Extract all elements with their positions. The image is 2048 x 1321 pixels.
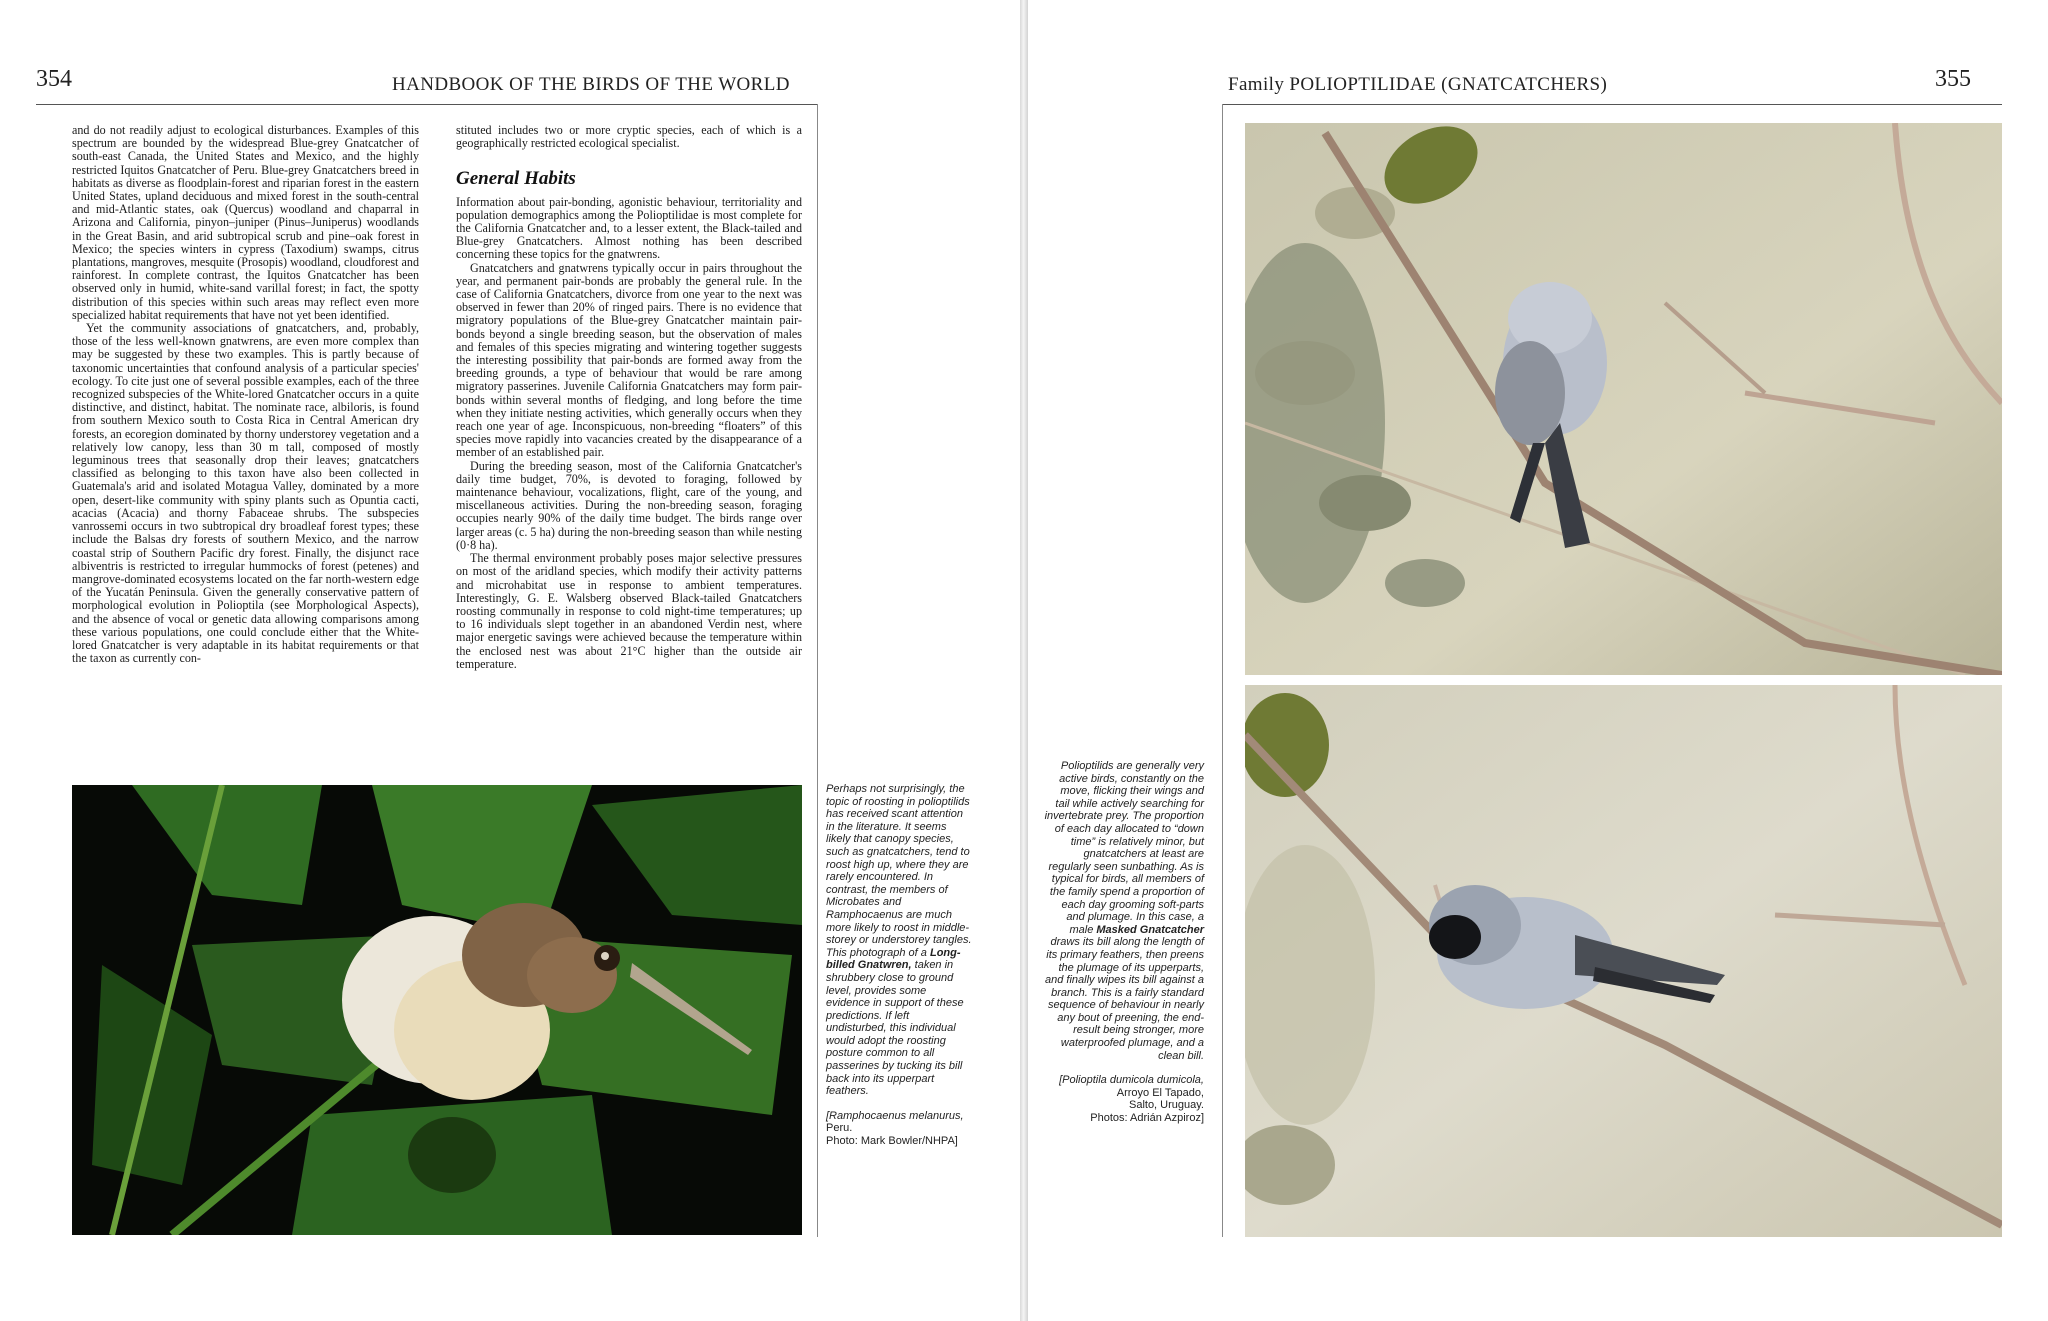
caption-text: draws its bill along the length of its primary feathers, then preens the plumage of its upperparts, and finally wipes its bill against a branch. This is a fairly standard sequence of behaviour in nearly any bout of preening, the end-result being stronger, more waterproofed plumage, and a clean bill.: [1045, 936, 1204, 1062]
right-page: [1028, 0, 2048, 1321]
credit-location: Arroyo El Tapado,: [1116, 1086, 1204, 1099]
paragraph: Information about pair-bonding, agonistic behaviour, territoriality and population demographics among the Polioptilidae is most complete for the California Gnatcatcher and, to a lesser extent, the Black-tailed and Blue-grey Gnatcatchers. Almost nothing has been described concerning these topics for the gnatwrens.: [456, 194, 802, 262]
gnatcatcher-photo-top: [1245, 123, 2002, 675]
text-column-1: [72, 124, 419, 665]
caption-text: Polioptilids are generally very active birds, constantly on the move, flicking their wings and tail while actively searching for invertebrate prey. The proportion of each day allocated to “down time” is relatively minor, but gnatcatchers at least are regularly seen sunbathing. As is typical for birds, all members of the family spend a proportion of each day grooming soft-parts and plumage. In this case, a male: [1044, 760, 1204, 936]
running-head: HANDBOOK OF THE BIRDS OF THE WORLD: [392, 74, 790, 95]
running-head: Family POLIOPTILIDAE (GNATCATCHERS): [1228, 74, 1608, 95]
photo-credit: [826, 1110, 972, 1148]
caption-text: taken in shrubbery close to ground level, provides some evidence in support of these predictions. If left undisturbed, this individual would adopt the roosting posture common to all passerines by tucking its bill back into its upperpart feathers.: [826, 959, 964, 1098]
gnatcatcher-photo-bottom: [1245, 685, 2002, 1237]
section-heading: General Habits: [456, 168, 576, 190]
column-rule: [1222, 104, 1223, 1237]
book-gutter: [1020, 0, 1028, 1321]
text-column-2: [456, 124, 802, 671]
photo-caption-left: [826, 783, 972, 1148]
credit-photographer: Photos: Adrián Azpiroz]: [1090, 1112, 1204, 1125]
caption-species-highlight: Long-billed Gnatwren,: [826, 946, 961, 972]
column-rule: [817, 104, 818, 1237]
credit-location: Peru.: [826, 1122, 853, 1135]
caption-species-highlight: Masked Gnatcatcher: [1096, 923, 1204, 936]
paragraph: During the breeding season, most of the California Gnatcatcher's daily time budget, 70%, is devoted to foraging, followed by maintenance behaviour, vocalizations, flight, care of the young, and miscellaneous activities. During the non-breeding season, foraging occupies nearly 90% of the daily time budget. The birds range over larger areas (c. 5 ha) during the non-breeding season than while nesting (0·8 ha).: [456, 458, 802, 552]
credit-species: [Ramphocaenus melanurus,: [826, 1109, 964, 1122]
paragraph: stituted includes two or more cryptic species, each of which is a geographically restricted ecological specialist.: [456, 123, 802, 151]
left-page: [0, 0, 1020, 1321]
paragraph: The thermal environment probably poses major selective pressures on most of the aridland species, which modify their activity patterns and microhabitat use in response to ambient temperatures. Interestingly, G. E. Walsberg observed Black-tailed Gnatcatchers roosting communally in response to cold night-time temperatures; up to 16 individuals slept together in an abandoned Verdin nest, where major energetic savings were achieved because the temperature within the enclosed nest was about 21°C higher than the outside air temperature.: [456, 551, 802, 671]
photo-credit: [1044, 1074, 1204, 1124]
credit-species: [Polioptila dumicola dumicola,: [1059, 1074, 1204, 1087]
page-number: 354: [36, 66, 72, 92]
caption-text: Perhaps not surprisingly, the topic of roosting in polioptilids has received scant attention in the literature. It seems likely that canopy species, such as gnatcatchers, tend to roost high up, where they are rarely encountered. In contrast, the members of Microbates and Ramphocaenus are much more likely to roost in middle-storey or understorey tangles. This photograph of a: [826, 783, 972, 959]
credit-photographer: Photo: Mark Bowler/NHPA]: [826, 1135, 958, 1148]
header-rule: [36, 104, 818, 105]
photo-caption-right: [1044, 760, 1204, 1125]
gnatwren-photo: [72, 785, 802, 1235]
paragraph: Gnatcatchers and gnatwrens typically occur in pairs throughout the year, and permanent pair-bonds are probably the general rule. In the case of California Gnatcatchers, divorce from one year to the next was observed in fewer than 20% of ringed pairs. There is no evidence that migratory populations of the Blue-grey Gnatcatcher maintain pair-bonds beyond a single breeding season, but the observation of males and females of this species migrating and wintering together suggests the interesting possibility that pair-bonds are formed away from the breeding grounds, a type of behaviour that would be rare among migratory passerines. Juvenile California Gnatcatchers may form pair-bonds within several months of fledging, and long before the time when they initiate nesting activities, which generally occurs when they reach one year of age. Inconspicuous, non-breeding “floaters” of this species move rapidly into vacancies created by the disappearance of a member of an established pair.: [456, 260, 802, 460]
paragraph: Yet the community associations of gnatcatchers, and, probably, those of the less well-known gnatwrens, are even more complex than may be suggested by these two examples. This is partly because of taxonomic uncertainties that confound analysis of a particular species' ecology. To cite just one of several possible examples, each of the three recognized subspecies of the White-lored Gnatcatcher occurs in a quite distinctive, and distinct, habitat. The nominate race, albiloris, is found from southern Mexico south to Costa Rica in Central American dry forests, an ecoregion dominated by thorny understorey vegetation and a relatively low canopy, less than 30 m tall, composed of mostly leguminous trees that seasonally drop their leaves; gnatcatchers classified as belonging to this taxon have also been collected in Guatemala's arid and isolated Motagua Valley, dominated by a more open, desert-like community with spiny plants such as Opuntia cacti, acacias (Acacia) and thorny Fabaceae shrubs. The subspecies vanrossemi occurs in two subtropical dry broadleaf forest types; these include the Balsas dry forests of southern Mexico, and the narrow coastal strip of Southern Pacific dry forest. Finally, the disjunct race albiventris is restricted to irregular hummocks of forest (petenes) and mangrove-dominated ecosystems located on the far north-western edge of the Yucatán Peninsula. Given the generally conservative pattern of morphological evolution in Polioptila (see Morphological Aspects), and the absence of vocal or genetic data allowing comparisons among these various populations, one could conclude either that the White-lored Gnatcatcher is very adaptable in its habitat requirements or that the taxon as currently con-: [72, 321, 419, 666]
paragraph: and do not readily adjust to ecological disturbances. Examples of this spectrum are bounded by the widespread Blue-grey Gnatcatcher of south-east Canada, the United States and Mexico, and the highly restricted Iquitos Gnatcatcher of Peru. Blue-grey Gnatcatchers breed in habitats as diverse as floodplain-forest and riparian forest in the eastern United States, upland deciduous and mixed forest in the south-central and mid-Atlantic states, oak (Quercus) woodland and chaparral in Arizona and California, pinyon–juniper (Pinus–Juniperus) woodlands in the Great Basin, and arid subtropical scrub and pine–oak forest in Mexico; the species winters in cypress (Taxodium) swamps, citrus plantations, mangroves, mesquite (Prosopis) woodland, cloudforest and rainforest. In complete contrast, the Iquitos Gnatcatcher has been observed only in humid, white-sand varillal forest; in fact, the spotty distribution of this species within such areas may reflect even more specialized habitat requirements that have not yet been identified.: [72, 123, 419, 322]
page-number: 355: [1935, 66, 1971, 92]
header-rule: [1222, 104, 2002, 105]
credit-location: Salto, Uruguay.: [1128, 1099, 1204, 1112]
